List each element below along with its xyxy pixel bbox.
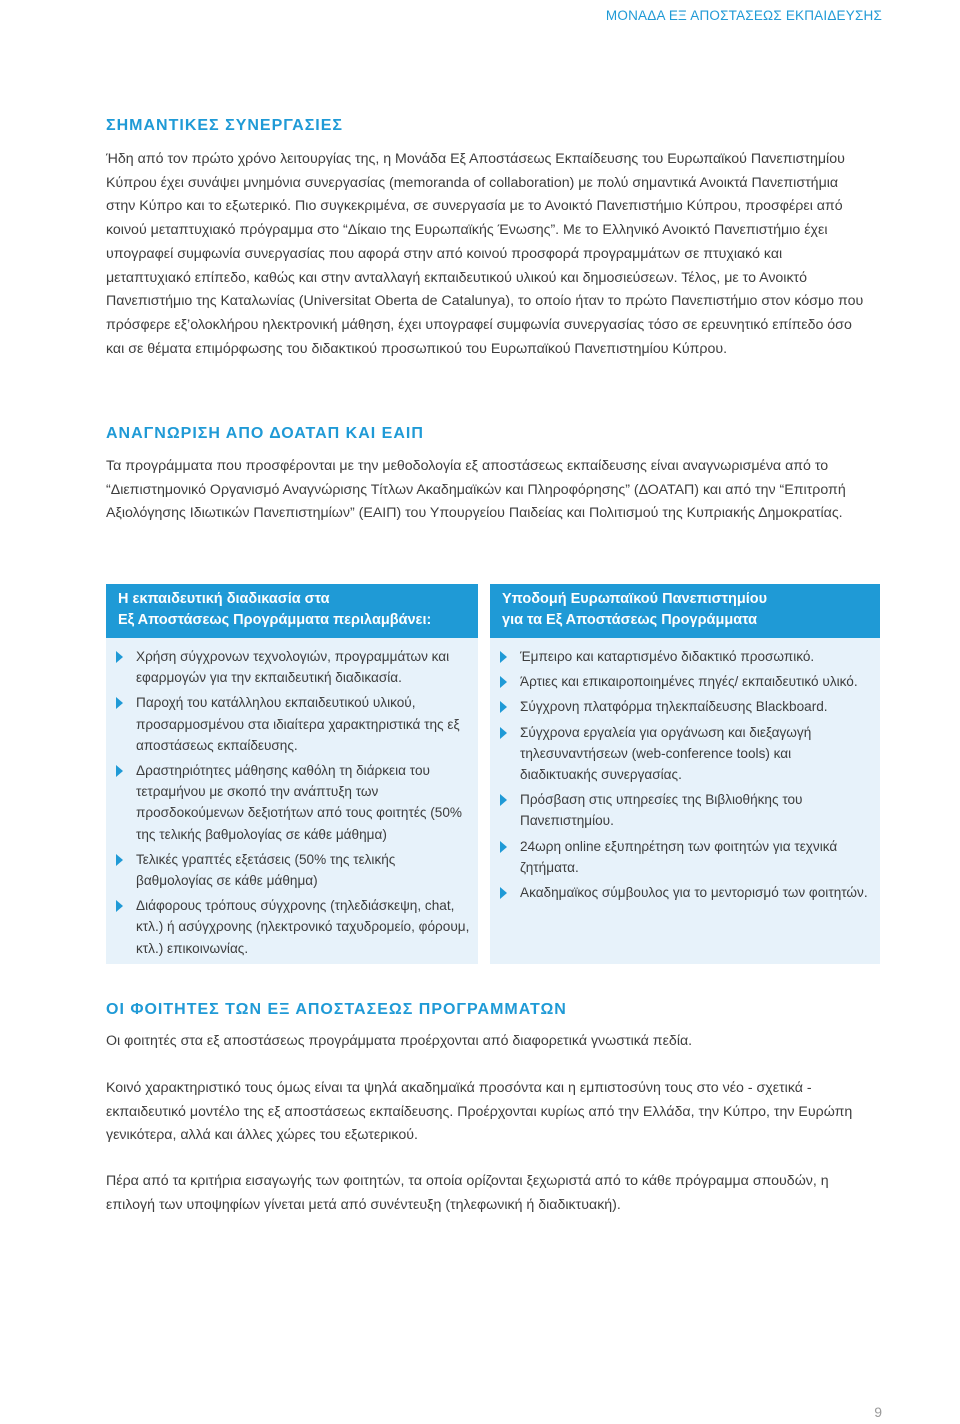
list-item: Σύγχρονα εργαλεία για οργάνωση και διεξαγωγή τηλεσυναντήσεων (web-conference tools) και διαδικτυακής συνεργασίας. (498, 722, 872, 786)
bullet-arrow-icon (500, 676, 507, 688)
list-item: Δραστηριότητες μάθησης καθόλη τη διάρκεια του τετραμήνου με σκοπό την ανάπτυξη των προσδοκούμενων δεξιοτήτων από τους φοιτητές (50% της τελικής βαθμολογίας σε κάθε μάθημα) (114, 760, 470, 845)
bullet-arrow-icon (500, 727, 507, 739)
box-right-list (498, 646, 872, 903)
list-item: Διάφορους τρόπους σύγχρονης (τηλεδιάσκεψη, chat, κτλ.) ή ασύγχρονης (ηλεκτρονικό ταχυδρομείο, φόρουμ, κτλ.) επικοινωνίας. (114, 895, 470, 959)
page-number: 9 (874, 1404, 882, 1420)
box-left-title-line2: Εξ Αποστάσεως Προγράμματα περιλαμβάνει: (118, 612, 432, 628)
section-title-synergasies: ΣΗΜΑΝΤΙΚΕΣ ΣΥΝΕΡΓΑΣΙΕΣ (106, 117, 344, 134)
bullet-arrow-icon (116, 900, 123, 912)
box-left-title-line1: Η εκπαιδευτική διαδικασία στα (118, 591, 330, 607)
list-item: Χρήση σύγχρονων τεχνολογιών, προγραμμάτων και εφαρμογών για την εκπαιδευτική διαδικασία. (114, 646, 470, 688)
list-item: Πρόσβαση στις υπηρεσίες της Βιβλιοθήκης του Πανεπιστημίου. (498, 789, 872, 831)
list-item: Τελικές γραπτές εξετάσεις (50% της τελικής βαθμολογίας σε κάθε μάθημα) (114, 849, 470, 891)
list-item: Σύγχρονη πλατφόρμα τηλεκπαίδευσης Blackboard. (498, 696, 872, 717)
bullet-arrow-icon (500, 794, 507, 806)
running-header: ΜΟΝΑΔΑ ΕΞ ΑΠΟΣΤΑΣΕΩΣ ΕΚΠΑΙΔΕΥΣΗΣ (605, 8, 882, 23)
box-left-list (114, 646, 470, 959)
list-item: 24ωρη online εξυπηρέτηση των φοιτητών για τεχνικά ζητήματα. (498, 836, 872, 878)
paragraph-foitites-3: Πέρα από τα κριτήρια εισαγωγής των φοιτητών, τα οποία ορίζονται ξεχωριστά από το κάθε πρόγραμμα σπουδών, η επιλογή των υποψηφίων γίνεται μετά από συνέντευξη (τηλεφωνική ή διαδικτυακή). (106, 1173, 829, 1213)
list-item: Άρτιες και επικαιροποιημένες πηγές/ εκπαιδευτικό υλικό. (498, 671, 872, 692)
section-title-anagnorisi: ΑΝΑΓΝΩΡΙΣΗ ΑΠΟ ΔΟΑΤΑΠ ΚΑΙ ΕΑΙΠ (106, 425, 424, 442)
box-right-body (490, 638, 880, 964)
bullet-arrow-icon (500, 701, 507, 713)
list-item: Ακαδημαϊκος σύμβουλος για το μεντορισμό των φοιτητών. (498, 882, 872, 903)
box-right-title-line2: για τα Εξ Αποστάσεως Προγράμματα (502, 612, 758, 628)
box-right-header (490, 584, 880, 638)
box-left-header (106, 584, 478, 638)
bullet-arrow-icon (116, 854, 123, 866)
section-title-foitites: ΟΙ ΦΟΙΤΗΤΕΣ ΤΩΝ ΕΞ ΑΠΟΣΤΑΣΕΩΣ ΠΡΟΓΡΑΜΜΑΤΩΝ (106, 1001, 567, 1018)
bullet-arrow-icon (116, 651, 123, 663)
paragraph-foitites-1: Οι φοιτητές στα εξ αποστάσεως προγράμματα προέρχονται από διαφορετικά γνωστικά πεδία. (106, 1033, 693, 1049)
list-item: Παροχή του κατάλληλου εκπαιδευτικού υλικού, προσαρμοσμένου στα ιδιαίτερα χαρακτηριστικά της εξ αποστάσεως εκπαίδευσης. (114, 692, 470, 756)
list-item: Έμπειρο και καταρτισμένο διδακτικό προσωπικό. (498, 646, 872, 667)
bullet-arrow-icon (500, 651, 507, 663)
paragraph-foitites-2: Κοινό χαρακτηριστικό τους όμως είναι τα ψηλά ακαδημαϊκά προσόντα και η εμπιστοσύνη τους στο νέο - σχετικά - εκπαιδευτικό μοντέλο της εξ αποστάσεως εκπαίδευσης. Προέρχονται κυρίως από την Ελλάδα, την Κύπρο, την Ευρώπη γενικότερα, αλλά και άλλες χώρες του εξωτερικού. (106, 1080, 853, 1144)
bullet-arrow-icon (116, 697, 123, 709)
box-left-body (106, 638, 478, 964)
bullet-arrow-icon (116, 765, 123, 777)
paragraph-anagnorisi: Τα προγράμματα που προσφέρονται με την μεθοδολογία εξ αποστάσεως εκπαίδευσης είναι αναγνωρισμένα από το “Διεπιστημονικό Οργανισμό Αναγνώρισης Τίτλων Ακαδημαϊκών και Πληροφόρησης” (ΔΟΑΤΑΠ) και από την “Επιτροπή Αξιολόγησης Ιδιωτικών Πανεπιστημίων” (ΕΑΙΠ) του Υπουργείου Παιδείας και Πολιτισμού της Κυπριακής Δημοκρατίας. (106, 458, 846, 522)
bullet-arrow-icon (500, 841, 507, 853)
box-right-title-line1: Υποδομή Ευρωπαϊκού Πανεπιστημίου (502, 591, 768, 607)
paragraph-synergasies: Ήδη από τον πρώτο χρόνο λειτουργίας της, η Μονάδα Εξ Αποστάσεως Εκπαίδευσης του Ευρωπαϊκού Πανεπιστημίου Κύπρου έχει συνάψει μνημόνια συνεργασίας (memoranda of collaboration) με πολύ σημαντικά Ανοικτά Πανεπιστήμια στην Κύπρο και το εξωτερικό. Πιο συγκεκριμένα, σε συνεργασία με το Ανοικτό Πανεπιστήμιο Κύπρου, προσφέρει από κοινού μεταπτυχιακό πρόγραμμα στο “Δίκαιο της Ευρωπαϊκής Ένωσης”. Με το Ελληνικό Ανοικτό Πανεπιστήμιο έχει υπογραφεί συμφωνία συνεργασίας που αφορά στην από κοινού προσφορά προγραμμάτων σε πτυχιακό και μεταπτυχιακό επίπεδο, καθώς και στην ανταλλαγή εκπαιδευτικού υλικού και δημοσιεύσεων. Τέλος, με το Ανοικτό Πανεπιστήμιο της Καταλωνίας (Universitat Oberta de Catalunya), το οποίο ήταν το πρώτο Πανεπιστήμιο στον κόσμο που πρόσφερε εξ’ολοκλήρου ηλεκτρονική μάθηση, έχει υπογραφεί συμφωνία συνεργασίας τόσο σε ερευνητικό επίπεδο όσο και σε θέματα επιμόρφωσης του διδακτικού προσωπικού του Ευρωπαϊκού Πανεπιστημίου Κύπρου. (106, 151, 864, 357)
bullet-arrow-icon (500, 887, 507, 899)
